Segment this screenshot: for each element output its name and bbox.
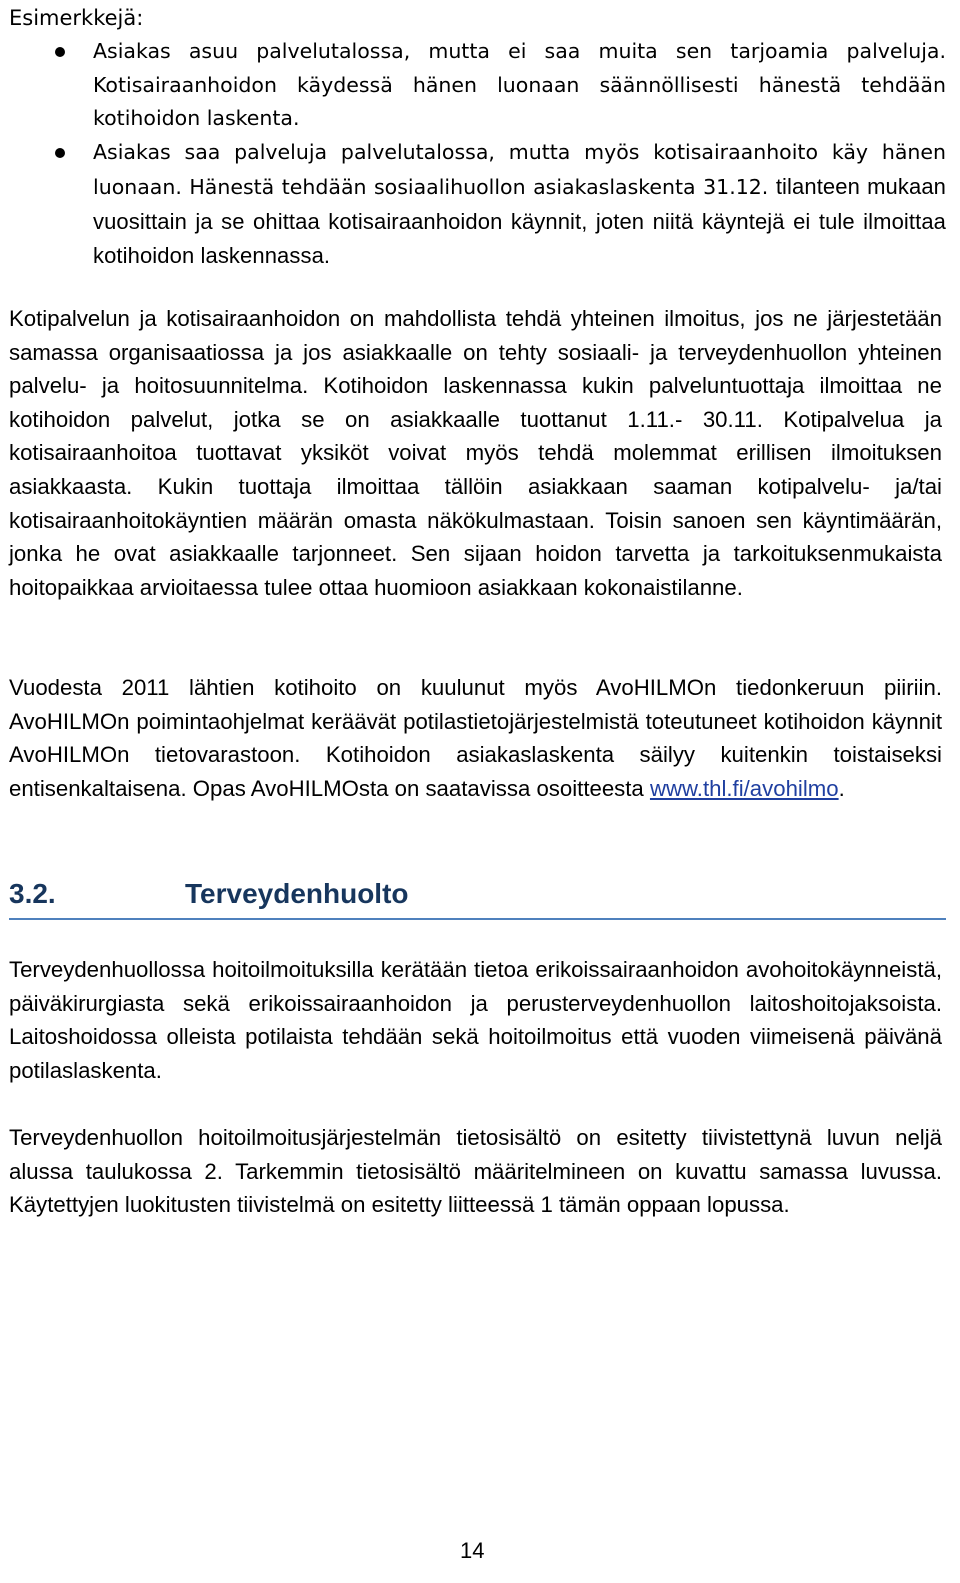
list-item xyxy=(9,136,946,274)
paragraph-register-content: Terveydenhuollon hoitoilmoitusjärjestelmän tietosisältö on esitetty tiivistettynä luvun neljä alussa taulukossa 2. Tarkemmin tietosisältö määritelmineen on kuvattu samassa luvussa. Käytettyjen luokitusten tiivistelmä on esitetty liitteessä 1 tämän oppaan lopussa. xyxy=(9,1125,942,1218)
section-title: Terveydenhuolto xyxy=(185,878,409,909)
paragraph-health-care: Terveydenhuollossa hoitoilmoituksilla kerätään tietoa erikoissairaanhoidon avohoitokäynneistä, päiväkirurgiasta sekä erikoissairaanhoidon ja perusterveydenhuollon laitoshoitojaksoista. Laitoshoidossa olleista potilaista tehdään sekä hoitoilmoitus että vuoden viimeisenä päivänä potilaslaskenta. xyxy=(9,957,942,1083)
examples-label: Esimerkkejä: xyxy=(9,6,144,30)
paragraph-text: Vuodesta 2011 lähtien kotihoito on kuulunut myös AvoHILMOn tiedonkeruun piiriin. AvoHILMOn poimintaohjelmat keräävät potilastietojärjestelmistä toteutuneet kotihoidon käynnit AvoHILMOn tietovarastoon. Kotihoidon asiakaslaskenta säilyy kuitenkin toistaiseksi entisenkaltaisena. Opas AvoHILMOsta on saatavissa osoitteesta xyxy=(9,675,942,801)
list-item xyxy=(9,35,946,136)
bullet-icon xyxy=(55,148,65,158)
list-item-text: Asiakas asuu palvelutalossa, mutta ei saa muita sen tarjoamia palveluja. Kotisairaanhoidon käydessä hänen luonaan säännöllisesti hänestä tehdään kotihoidon laskenta. xyxy=(93,39,946,131)
section-heading xyxy=(9,872,946,920)
paragraph-joint-report: Kotipalvelun ja kotisairaanhoidon on mahdollista tehdä yhteinen ilmoitus, jos ne järjestetään samassa organisaatiossa ja jos asiakkaalle on tehty sosiaali- ja terveydenhuollon yhteinen palvelu- ja hoitosuunnitelma. Kotihoidon laskennassa kukin palveluntuottaja ilmoittaa ne kotihoidon palvelut, jotka se on asiakkaalle tuottanut 1.11.- 30.11. Kotipalvelua ja kotisairaanhoitoa tuottavat yksiköt voivat myös tehdä molemmat erillisen ilmoituksen asiakkaasta. Kukin tuottaja ilmoittaa tällöin asiakkaan saaman kotipalvelu- ja/tai kotisairaanhoitokäyntien määrän omasta näkökulmastaan. Toisin sanoen sen käyntimäärän, jonka he ovat asiakkaalle tarjonneet. Sen sijaan hoidon tarvetta ja tarkoituksenmukaista hoitopaikkaa arvioitaessa tulee ottaa huomioon asiakkaan kokonaistilanne. xyxy=(9,306,942,600)
list-item-text xyxy=(93,140,946,268)
section-number: 3.2. xyxy=(9,878,56,909)
bullet-icon xyxy=(55,47,65,57)
paragraph-avohilmo xyxy=(9,671,942,805)
avohilmo-link[interactable]: www.thl.fi/avohilmo xyxy=(649,775,839,801)
page-number: 14 xyxy=(460,1538,485,1563)
list-item-text-part: tilanteen mukaan vuosittain ja se ohittaa kotisairaanhoidon käynnit, joten niitä käyntejä ei tule ilmoittaa kotihoidon laskennassa. xyxy=(93,173,946,269)
paragraph-end: . xyxy=(838,775,845,801)
list-item-text-part: Asiakas saa palveluja palvelutalossa, mutta myös kotisairaanhoito käy hänen luonaan. Hänestä tehdään sosiaalihuollon asiakaslaskenta 31.12. xyxy=(93,140,946,199)
examples-list xyxy=(9,35,946,274)
